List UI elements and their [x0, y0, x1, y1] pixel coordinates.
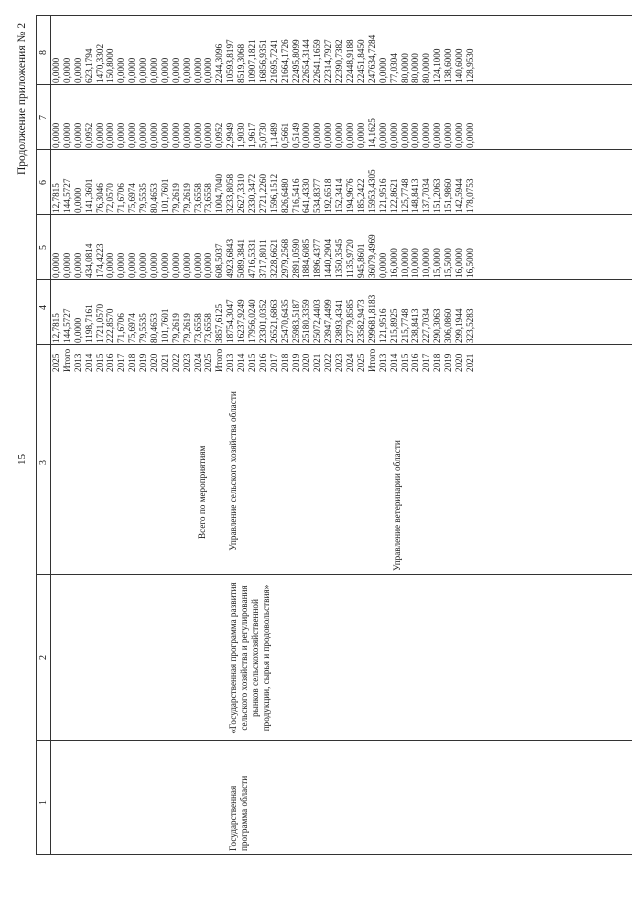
- value-cell: 4923,6843: [225, 238, 236, 278]
- year-cell: 2018: [432, 353, 443, 372]
- value-cell: 10593,8197: [225, 39, 236, 83]
- value-cell: 10,0000: [410, 248, 421, 278]
- value-cell: 150,8000: [105, 48, 116, 83]
- value-cell: 0,0000: [116, 57, 127, 83]
- value-cell: 0,0000: [159, 57, 170, 83]
- value-cell: 15953,4305: [366, 169, 377, 213]
- value-cell: 608,5037: [214, 243, 225, 278]
- year-cell: 2015: [94, 353, 105, 372]
- column-header-6: 6: [38, 180, 49, 185]
- value-cell: 10907,1821: [247, 39, 258, 83]
- value-cell: 1470,3302: [94, 43, 105, 83]
- year-cell: 2017: [116, 353, 127, 372]
- value-cell: 16,0000: [453, 248, 464, 278]
- value-cell: 0,0952: [83, 122, 94, 148]
- value-cell: 79,2619: [170, 313, 181, 343]
- value-cell: 0,0000: [453, 122, 464, 148]
- value-cell: 73,6558: [192, 183, 203, 213]
- value-cell: 138,6000: [443, 48, 454, 83]
- value-cell: 0,0000: [410, 122, 421, 148]
- year-cell: 2015: [399, 353, 410, 372]
- value-cell: 0,0000: [345, 122, 356, 148]
- program-name-label: «Государственная программа развития сельского хозяйства и регулирования рынков сельскохозяйственной продукции, сырья и продовольствия»: [228, 582, 271, 734]
- value-cell: 21695,7241: [268, 39, 279, 83]
- value-cell: 1,1489: [268, 122, 279, 148]
- year-cell: 2023: [181, 353, 192, 372]
- appendix-title: Продолжение приложения № 2: [16, 22, 28, 175]
- value-cell: 0,0000: [116, 252, 127, 278]
- column-header-2: 2: [38, 655, 49, 660]
- column-divider-5: [36, 214, 632, 215]
- value-cell: 15,5000: [443, 248, 454, 278]
- value-cell: 140,6000: [453, 48, 464, 83]
- value-cell: 72,0570: [105, 183, 116, 213]
- column-divider-1: [36, 740, 632, 741]
- value-cell: 0,0000: [181, 57, 192, 83]
- value-cell: 0,0000: [192, 252, 203, 278]
- year-cell: 2020: [301, 353, 312, 372]
- year-cell: 2014: [83, 353, 94, 372]
- value-cell: 2330,3472: [247, 173, 258, 213]
- value-cell: 73,6558: [203, 313, 214, 343]
- value-cell: 71,6706: [116, 313, 127, 343]
- value-cell: 0,0000: [203, 122, 214, 148]
- value-cell: 290,3063: [432, 308, 443, 343]
- program-level-label: Государственная программа области: [228, 775, 249, 851]
- value-cell: 215,7748: [399, 308, 410, 343]
- value-cell: 79,2619: [181, 313, 192, 343]
- column-5-values: [51, 218, 476, 278]
- column-divider-4: [36, 279, 632, 280]
- value-cell: 238,8413: [410, 308, 421, 343]
- value-cell: 0,0000: [203, 57, 214, 83]
- value-cell: 71,6706: [116, 183, 127, 213]
- value-cell: 0,0000: [72, 187, 83, 213]
- value-cell: 8519,3068: [236, 43, 247, 83]
- column-4-values: [51, 283, 476, 343]
- value-cell: 80,4653: [149, 183, 160, 213]
- column-6-values: [51, 153, 476, 213]
- value-cell: 10,0000: [421, 248, 432, 278]
- value-cell: 174,4223: [94, 243, 105, 278]
- value-cell: 79,5535: [138, 183, 149, 213]
- value-cell: 192,6518: [323, 178, 334, 213]
- value-cell: 77,0304: [388, 53, 399, 83]
- table-top-border: [36, 15, 37, 855]
- value-cell: 12,7815: [51, 313, 61, 343]
- value-cell: 0,0000: [149, 57, 160, 83]
- value-cell: 73,6558: [203, 183, 214, 213]
- value-cell: 73,6558: [192, 313, 203, 343]
- value-cell: 1198,7161: [83, 304, 94, 343]
- value-cell: 0,0000: [51, 122, 61, 148]
- value-cell: 534,8377: [312, 178, 323, 213]
- year-cell: 2021: [312, 353, 323, 372]
- value-cell: 5089,3841: [236, 238, 247, 278]
- year-cell: 2019: [138, 353, 149, 372]
- value-cell: 1440,2904: [323, 238, 334, 278]
- value-cell: 323,5283: [464, 308, 475, 343]
- value-cell: 0,0000: [72, 122, 83, 148]
- value-cell: 306,0860: [443, 308, 454, 343]
- year-cell: 2017: [268, 353, 279, 372]
- value-cell: 0,0000: [116, 122, 127, 148]
- value-cell: 0,0000: [51, 57, 61, 83]
- year-cell: 2024: [192, 353, 203, 372]
- value-cell: 623,1794: [83, 48, 94, 83]
- value-cell: 641,4330: [301, 178, 312, 213]
- year-cell: 2014: [236, 353, 247, 372]
- value-cell: 0,0000: [138, 57, 149, 83]
- value-cell: 0,0000: [51, 252, 61, 278]
- value-cell: 23779,8585: [345, 299, 356, 343]
- value-cell: 142,5944: [453, 178, 464, 213]
- value-cell: 144,5727: [61, 308, 72, 343]
- column-divider-2: [36, 574, 632, 575]
- value-cell: 75,6974: [127, 313, 138, 343]
- value-cell: 122,8621: [388, 178, 399, 213]
- year-cell: 2021: [464, 353, 475, 372]
- value-cell: 75,6974: [127, 183, 138, 213]
- value-cell: 10,0000: [399, 248, 410, 278]
- value-cell: 0,0000: [138, 122, 149, 148]
- value-cell: 2,9949: [225, 122, 236, 148]
- value-cell: 0,0000: [72, 252, 83, 278]
- value-cell: 124,1000: [432, 48, 443, 83]
- veterinary-department-label: Управление ветеринарии области: [392, 440, 402, 571]
- year-cell: 2014: [388, 353, 399, 372]
- value-cell: 0,0952: [214, 122, 225, 148]
- year-cell: 2019: [290, 353, 301, 372]
- value-cell: 1,9030: [236, 122, 247, 148]
- value-cell: 1596,1512: [268, 173, 279, 213]
- year-cell: 2020: [149, 353, 160, 372]
- value-cell: 36079,4969: [366, 234, 377, 278]
- value-cell: 194,9676: [345, 178, 356, 213]
- value-cell: 0,0000: [355, 122, 366, 148]
- value-cell: 26521,6863: [268, 299, 279, 343]
- year-cell: 2013: [377, 353, 388, 372]
- value-cell: 1884,6085: [301, 238, 312, 278]
- value-cell: 148,8413: [410, 178, 421, 213]
- value-cell: 23301,0352: [257, 299, 268, 343]
- value-cell: 0,0000: [127, 252, 138, 278]
- years-column: [51, 349, 476, 372]
- value-cell: 2891,0590: [290, 238, 301, 278]
- value-cell: 1721,0570: [94, 303, 105, 343]
- value-cell: 144,5727: [61, 178, 72, 213]
- year-cell: 2025: [355, 353, 366, 372]
- value-cell: 137,7034: [421, 178, 432, 213]
- value-cell: 25180,3359: [301, 299, 312, 343]
- value-cell: 25983,5187: [290, 299, 301, 343]
- column-divider-3: [36, 344, 632, 345]
- value-cell: 17956,0240: [247, 299, 258, 343]
- value-cell: 22314,7927: [323, 39, 334, 83]
- value-cell: 0,0000: [432, 122, 443, 148]
- value-cell: 16,0000: [388, 248, 399, 278]
- value-cell: 14,1625: [366, 118, 377, 148]
- value-cell: 3233,8058: [225, 173, 236, 213]
- value-cell: 22448,9188: [345, 39, 356, 83]
- value-cell: 0,0000: [323, 122, 334, 148]
- value-cell: 0,0000: [61, 252, 72, 278]
- value-cell: 121,9516: [377, 308, 388, 343]
- value-cell: 0,0000: [203, 252, 214, 278]
- value-cell: 826,6480: [279, 178, 290, 213]
- value-cell: 0,0000: [170, 122, 181, 148]
- value-cell: 227,7034: [421, 308, 432, 343]
- column-header-1: 1: [38, 800, 49, 805]
- value-cell: 79,2619: [170, 183, 181, 213]
- total-measures-label: Всего по мероприятиям: [197, 445, 207, 539]
- year-cell: 2024: [345, 353, 356, 372]
- value-cell: 101,7601: [159, 308, 170, 343]
- value-cell: 101,7601: [159, 178, 170, 213]
- value-cell: 25470,6435: [279, 299, 290, 343]
- value-cell: 0,0000: [149, 122, 160, 148]
- value-cell: 0,0000: [388, 122, 399, 148]
- page-number: 15: [16, 454, 28, 465]
- value-cell: 0,0000: [72, 57, 83, 83]
- value-cell: 15,0000: [432, 248, 443, 278]
- value-cell: 0,0000: [159, 122, 170, 148]
- value-cell: 151,9860: [443, 178, 454, 213]
- value-cell: 2979,2568: [279, 238, 290, 278]
- column-header-4: 4: [38, 305, 49, 310]
- value-cell: 22654,3144: [301, 39, 312, 83]
- value-cell: 0,0000: [138, 252, 149, 278]
- value-cell: 0,0000: [312, 122, 323, 148]
- year-cell: 2016: [410, 353, 421, 372]
- value-cell: 0,0000: [105, 122, 116, 148]
- value-cell: 79,2619: [181, 183, 192, 213]
- value-cell: 128,9530: [464, 48, 475, 83]
- year-cell: 2023: [334, 353, 345, 372]
- year-cell: 2025: [203, 353, 214, 372]
- value-cell: 1004,7040: [214, 173, 225, 213]
- year-cell: 2022: [323, 353, 334, 372]
- value-cell: 185,2422: [355, 178, 366, 213]
- value-cell: 152,3414: [334, 178, 345, 213]
- value-cell: 0,0000: [192, 122, 203, 148]
- year-cell: 2022: [170, 353, 181, 372]
- value-cell: 0,0000: [443, 122, 454, 148]
- value-cell: 151,2063: [432, 178, 443, 213]
- value-cell: 1350,3545: [334, 238, 345, 278]
- value-cell: 3857,6125: [214, 303, 225, 343]
- value-cell: 18754,3047: [225, 299, 236, 343]
- value-cell: 2721,2260: [257, 173, 268, 213]
- value-cell: 0,0000: [61, 57, 72, 83]
- value-cell: 125,7748: [399, 178, 410, 213]
- value-cell: 0,0000: [105, 252, 116, 278]
- value-cell: 16856,9351: [257, 39, 268, 83]
- column-divider-6: [36, 149, 632, 150]
- year-cell: 2015: [247, 353, 258, 372]
- value-cell: 141,3601: [83, 178, 94, 213]
- value-cell: 22451,8450: [355, 39, 366, 83]
- year-cell: 2021: [159, 353, 170, 372]
- value-cell: 0,0000: [159, 252, 170, 278]
- value-cell: 0,5661: [279, 122, 290, 148]
- value-cell: 0,0000: [334, 122, 345, 148]
- value-cell: 21664,1726: [279, 39, 290, 83]
- year-cell: 2018: [279, 353, 290, 372]
- value-cell: 80,0000: [421, 53, 432, 83]
- value-cell: 2244,3096: [214, 43, 225, 83]
- value-cell: 0,0000: [421, 122, 432, 148]
- value-cell: 1135,9720: [345, 239, 356, 278]
- value-cell: 0,0000: [61, 122, 72, 148]
- value-cell: 0,5149: [290, 122, 301, 148]
- year-cell: 2019: [443, 353, 454, 372]
- value-cell: 23893,4341: [334, 299, 345, 343]
- value-cell: 23947,4499: [323, 299, 334, 343]
- year-cell: 2020: [453, 353, 464, 372]
- value-cell: 22495,8099: [290, 39, 301, 83]
- value-cell: 25072,4403: [312, 299, 323, 343]
- value-cell: 0,0000: [301, 122, 312, 148]
- value-cell: 178,0753: [464, 178, 475, 213]
- year-cell: 2016: [257, 353, 268, 372]
- value-cell: 215,8925: [388, 308, 399, 343]
- value-cell: 12,7815: [51, 183, 61, 213]
- value-cell: 22641,1659: [312, 39, 323, 83]
- column-header-7: 7: [38, 115, 49, 120]
- value-cell: 299,1944: [453, 308, 464, 343]
- column-8-values: [51, 21, 476, 83]
- value-cell: 299681,8183: [366, 294, 377, 343]
- value-cell: 80,0000: [399, 53, 410, 83]
- value-cell: 0,0000: [127, 57, 138, 83]
- value-cell: 0,0000: [127, 122, 138, 148]
- value-cell: 0,0000: [181, 252, 192, 278]
- value-cell: 0,0000: [181, 122, 192, 148]
- value-cell: 16237,9249: [236, 299, 247, 343]
- value-cell: 945,8601: [355, 243, 366, 278]
- value-cell: 121,9516: [377, 178, 388, 213]
- value-cell: 0,0000: [192, 57, 203, 83]
- year-cell: 2018: [127, 353, 138, 372]
- agriculture-department-label: Управление сельского хозяйства области: [228, 391, 238, 551]
- column-header-5: 5: [38, 245, 49, 250]
- value-cell: 79,5535: [138, 313, 149, 343]
- value-cell: 0,0000: [377, 252, 388, 278]
- value-cell: 247634,7284: [366, 34, 377, 83]
- value-cell: 3228,6621: [268, 238, 279, 278]
- value-cell: 0,0000: [170, 252, 181, 278]
- column-header-8: 8: [38, 50, 49, 55]
- column-7-values: [51, 88, 476, 148]
- value-cell: 222,8570: [105, 308, 116, 343]
- value-cell: 0,0000: [170, 57, 181, 83]
- column-divider-7: [36, 84, 632, 85]
- value-cell: 0,0000: [377, 122, 388, 148]
- value-cell: 1,9617: [247, 122, 258, 148]
- value-cell: 76,3046: [94, 183, 105, 213]
- table-left-border: [36, 854, 632, 855]
- value-cell: 1896,4377: [312, 238, 323, 278]
- value-cell: 16,5000: [464, 248, 475, 278]
- value-cell: 0,0000: [94, 122, 105, 148]
- column-header-3: 3: [38, 460, 49, 465]
- value-cell: 0,0000: [377, 57, 388, 83]
- year-cell: 2013: [72, 353, 83, 372]
- year-cell: 2013: [225, 353, 236, 372]
- value-cell: 0,0000: [72, 317, 83, 343]
- table-right-border: [36, 15, 632, 16]
- value-cell: 716,5416: [290, 178, 301, 213]
- year-cell: 2016: [105, 353, 116, 372]
- value-cell: 22390,7382: [334, 39, 345, 83]
- value-cell: 0,0000: [464, 122, 475, 148]
- value-cell: 3717,8011: [257, 239, 268, 278]
- value-cell: 0,0000: [149, 252, 160, 278]
- year-cell: Итого: [61, 348, 72, 372]
- year-cell: Итого: [366, 348, 377, 372]
- value-cell: 23582,9473: [355, 299, 366, 343]
- year-cell: 2017: [421, 353, 432, 372]
- value-cell: 80,4653: [149, 313, 160, 343]
- value-cell: 2627,3310: [236, 173, 247, 213]
- value-cell: 80,0000: [410, 53, 421, 83]
- value-cell: 434,0814: [83, 243, 94, 278]
- value-cell: 0,0000: [399, 122, 410, 148]
- value-cell: 4716,5331: [247, 238, 258, 278]
- year-cell: 2025: [51, 353, 61, 372]
- year-cell: Итого: [214, 348, 225, 372]
- value-cell: 5,0730: [257, 122, 268, 148]
